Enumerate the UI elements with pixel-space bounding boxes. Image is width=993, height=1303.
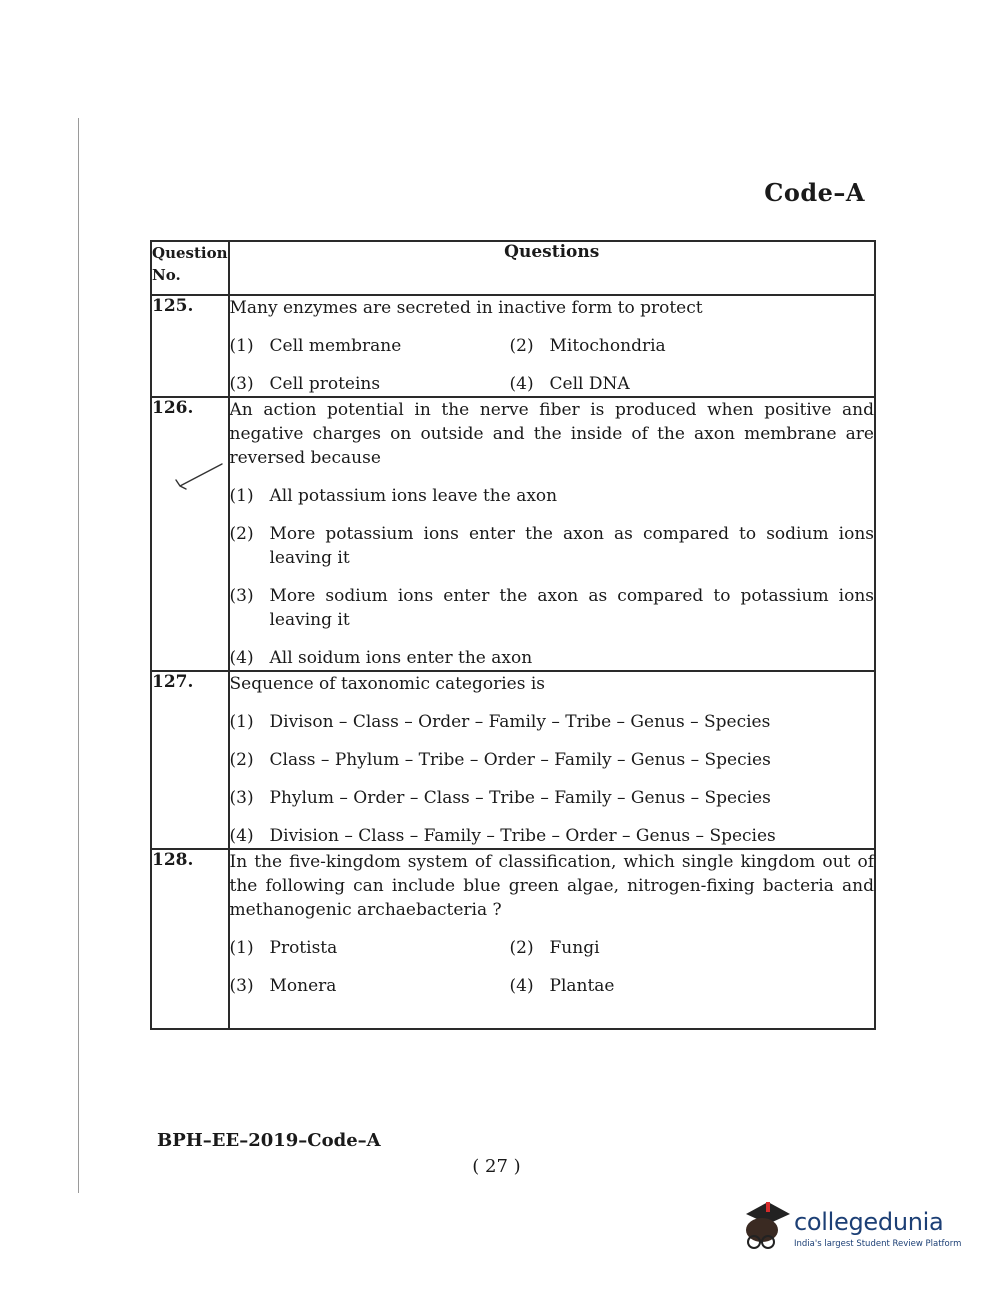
options-list [230, 710, 875, 848]
question-number: 128. [151, 849, 229, 1029]
option-1: (1) Protista [229, 938, 338, 958]
question-stem: In the five-kingdom system of classification, which single kingdom out of the following can include blue green algae, nitrogen-fixing bacteria and methanogenic archaebacteria ? [229, 852, 874, 920]
question-body [229, 671, 876, 849]
option-4: (4) Plantae [509, 976, 615, 996]
option-1: (1) Divison – Class – Order – Family – Tribe – Genus – Species [229, 712, 771, 732]
pen-tick-mark-icon [170, 460, 226, 492]
table-header-row [151, 241, 875, 295]
option-2: (2) Class – Phylum – Tribe – Order – Family – Genus – Species [229, 750, 771, 770]
options-grid [230, 936, 875, 998]
column-header-question-no: Question No. [151, 241, 229, 295]
collegedunia-mascot-icon [738, 1198, 794, 1256]
question-row-127 [151, 671, 875, 849]
question-number: 126. [151, 397, 229, 671]
options-grid [230, 334, 875, 396]
question-table [150, 240, 876, 1030]
option-3: (3) More sodium ions enter the axon as compared to potassium ions leaving it [229, 586, 874, 630]
question-stem: An action potential in the nerve fiber is produced when positive and negative charges on outside and the inside of the axon membrane are reversed because [229, 400, 874, 468]
question-stem: Many enzymes are secreted in inactive form to protect [229, 298, 703, 318]
page-margin-line [78, 118, 79, 1193]
logo-wordmark: collegedunia [794, 1208, 944, 1236]
collegedunia-logo [738, 1198, 963, 1258]
question-number: 125. [151, 295, 229, 397]
question-body [229, 849, 876, 1029]
option-4: (4) All soidum ions enter the axon [229, 648, 533, 668]
option-3: (3) Cell proteins [229, 374, 381, 394]
page-number: ( 27 ) [472, 1156, 521, 1177]
question-row-125 [151, 295, 875, 397]
question-body [229, 295, 876, 397]
column-header-questions: Questions [229, 241, 876, 295]
question-number: 127. [151, 671, 229, 849]
option-4: (4) Division – Class – Family – Tribe – Order – Genus – Species [229, 826, 776, 846]
question-stem: Sequence of taxonomic categories is [229, 674, 545, 694]
option-1: (1) All potassium ions leave the axon [229, 486, 558, 506]
question-body [229, 397, 876, 671]
option-3: (3) Monera [229, 976, 337, 996]
question-row-126 [151, 397, 875, 671]
options-list [230, 484, 875, 670]
option-4: (4) Cell DNA [509, 374, 630, 394]
option-1: (1) Cell membrane [229, 336, 402, 356]
footer-paper-code: BPH–EE–2019–Code–A [157, 1130, 381, 1151]
option-2: (2) Fungi [509, 938, 600, 958]
question-row-128 [151, 849, 875, 1029]
logo-tagline: India's largest Student Review Platform [794, 1239, 962, 1249]
option-3: (3) Phylum – Order – Class – Tribe – Family – Genus – Species [229, 788, 771, 808]
paper-code-header: Code–A [764, 178, 865, 207]
option-2: (2) Mitochondria [509, 336, 666, 356]
option-2: (2) More potassium ions enter the axon as compared to sodium ions leaving it [229, 524, 874, 568]
